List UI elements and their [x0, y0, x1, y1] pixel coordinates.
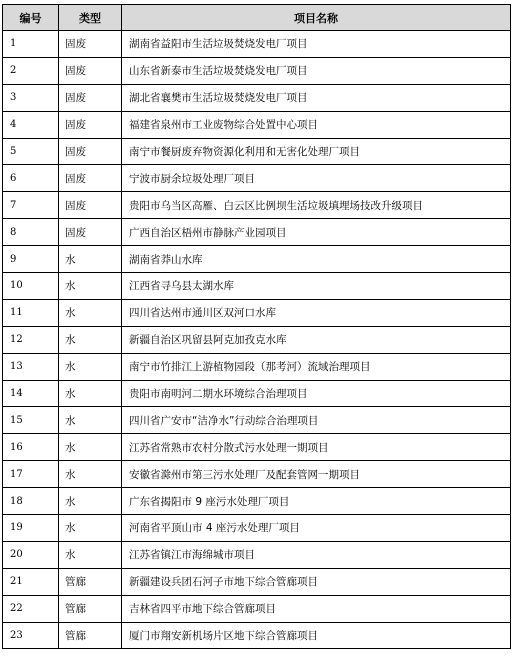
- row-type: 水: [59, 434, 122, 461]
- row-project-name: 湖北省襄樊市生活垃圾焚烧发电厂项目: [122, 84, 511, 111]
- row-project-name: 宁波市厨余垃圾处理厂项目: [122, 165, 511, 192]
- table-row: [3, 138, 511, 165]
- row-number: 2: [3, 57, 59, 84]
- row-type: 水: [59, 380, 122, 407]
- row-number: 21: [3, 568, 59, 595]
- row-type: 固废: [59, 138, 122, 165]
- table-row: [3, 541, 511, 568]
- row-project-name: 厦门市翔安新机场片区地下综合管廊项目: [122, 622, 511, 649]
- row-project-name: 四川省达州市通川区双河口水库: [122, 299, 511, 326]
- table-row: [3, 31, 511, 58]
- table-row: [3, 461, 511, 488]
- row-number: 20: [3, 541, 59, 568]
- table-row: [3, 622, 511, 649]
- row-type: 固废: [59, 219, 122, 246]
- table-row: [3, 299, 511, 326]
- table-row: [3, 84, 511, 111]
- table-row: [3, 219, 511, 246]
- row-project-name: 安徽省滁州市第三污水处理厂及配套管网一期项目: [122, 461, 511, 488]
- row-project-name: 湖南省莽山水库: [122, 246, 511, 273]
- header-project-name: 项目名称: [122, 5, 511, 31]
- table-row: [3, 273, 511, 300]
- row-project-name: 新疆自治区巩留县阿克加孜克水库: [122, 326, 511, 353]
- row-type: 固废: [59, 31, 122, 58]
- table-row: [3, 568, 511, 595]
- row-type: 水: [59, 273, 122, 300]
- row-number: 22: [3, 595, 59, 622]
- header-number: 编号: [3, 5, 59, 31]
- row-number: 16: [3, 434, 59, 461]
- row-number: 4: [3, 111, 59, 138]
- table-row: [3, 407, 511, 434]
- row-number: 11: [3, 299, 59, 326]
- row-number: 1: [3, 31, 59, 58]
- row-type: 水: [59, 541, 122, 568]
- row-project-name: 福建省泉州市工业废物综合处置中心项目: [122, 111, 511, 138]
- row-project-name: 河南省平顶山市 4 座污水处理厂项目: [122, 515, 511, 542]
- row-project-name: 南宁市竹排江上游植物园段（那考河）流域治理项目: [122, 353, 511, 380]
- row-type: 管廊: [59, 622, 122, 649]
- row-project-name: 四川省广安市“洁净水”行动综合治理项目: [122, 407, 511, 434]
- row-type: 管廊: [59, 568, 122, 595]
- table-row: [3, 488, 511, 515]
- table-row: [3, 380, 511, 407]
- header-type: 类型: [59, 5, 122, 31]
- row-type: 固废: [59, 165, 122, 192]
- row-number: 3: [3, 84, 59, 111]
- table-row: [3, 165, 511, 192]
- row-type: 固废: [59, 192, 122, 219]
- row-number: 9: [3, 246, 59, 273]
- row-project-name: 贵阳市南明河二期水环境综合治理项目: [122, 380, 511, 407]
- row-number: 13: [3, 353, 59, 380]
- row-type: 水: [59, 461, 122, 488]
- table-row: [3, 246, 511, 273]
- table-header-row: [3, 5, 511, 31]
- project-table: [2, 4, 511, 649]
- row-number: 8: [3, 219, 59, 246]
- row-project-name: 湖南省益阳市生活垃圾焚烧发电厂项目: [122, 31, 511, 58]
- row-type: 水: [59, 407, 122, 434]
- row-project-name: 山东省新泰市生活垃圾焚烧发电厂项目: [122, 57, 511, 84]
- table-row: [3, 595, 511, 622]
- row-number: 15: [3, 407, 59, 434]
- row-type: 水: [59, 515, 122, 542]
- table-row: [3, 57, 511, 84]
- row-number: 7: [3, 192, 59, 219]
- row-type: 管廊: [59, 595, 122, 622]
- table-row: [3, 353, 511, 380]
- row-project-name: 广西自治区梧州市静脉产业园项目: [122, 219, 511, 246]
- row-number: 14: [3, 380, 59, 407]
- table-row: [3, 326, 511, 353]
- row-type: 固废: [59, 57, 122, 84]
- table-row: [3, 111, 511, 138]
- row-project-name: 南宁市餐厨废弃物资源化利用和无害化处理厂项目: [122, 138, 511, 165]
- row-project-name: 江西省寻乌县太湖水库: [122, 273, 511, 300]
- row-number: 19: [3, 515, 59, 542]
- row-project-name: 贵阳市乌当区高雁、白云区比例坝生活垃圾填埋场技改升级项目: [122, 192, 511, 219]
- row-number: 23: [3, 622, 59, 649]
- row-number: 12: [3, 326, 59, 353]
- row-type: 水: [59, 488, 122, 515]
- table-row: [3, 192, 511, 219]
- table-row: [3, 515, 511, 542]
- table-body: [3, 31, 511, 649]
- row-type: 固废: [59, 111, 122, 138]
- row-number: 6: [3, 165, 59, 192]
- row-project-name: 江苏省镇江市海绵城市项目: [122, 541, 511, 568]
- row-type: 水: [59, 326, 122, 353]
- row-project-name: 广东省揭阳市 9 座污水处理厂项目: [122, 488, 511, 515]
- row-project-name: 吉林省四平市地下综合管廊项目: [122, 595, 511, 622]
- row-type: 水: [59, 246, 122, 273]
- table-row: [3, 434, 511, 461]
- row-project-name: 新疆建设兵团石河子市地下综合管廊项目: [122, 568, 511, 595]
- row-number: 10: [3, 273, 59, 300]
- row-project-name: 江苏省常熟市农村分散式污水处理一期项目: [122, 434, 511, 461]
- row-number: 5: [3, 138, 59, 165]
- row-number: 18: [3, 488, 59, 515]
- row-type: 水: [59, 299, 122, 326]
- row-type: 固废: [59, 84, 122, 111]
- row-type: 水: [59, 353, 122, 380]
- row-number: 17: [3, 461, 59, 488]
